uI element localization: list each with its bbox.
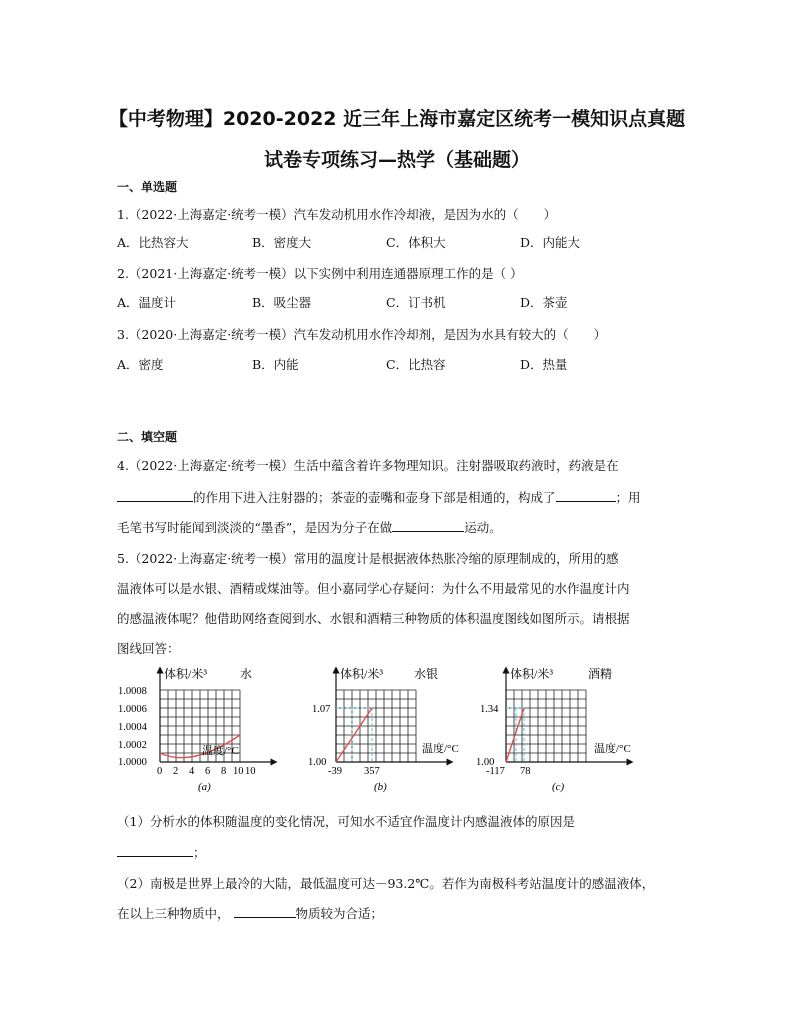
question-5-text: 物质较为合适；	[295, 906, 384, 921]
q2-option-d: D．茶壶	[520, 295, 568, 310]
chart-water-svg	[112, 664, 282, 794]
q1-option-b: B．密度大	[252, 235, 312, 250]
x-tick-label: -117	[486, 766, 505, 777]
question-4-line-2	[117, 488, 641, 506]
chart-caption: (a)	[198, 781, 211, 793]
chart-title: 酒精	[588, 667, 613, 681]
question-4-text: 的作用下进入注射器的；茶壶的壶嘴和壶身下部是相通的，构成了	[193, 490, 556, 505]
section-heading-fill-in: 二、填空题	[117, 430, 178, 444]
question-3-stem: 3.（2020·上海嘉定·统考一模）汽车发动机用水作冷却剂，是因为水具有较大的（ ）	[117, 327, 607, 342]
question-5-line-1: 5.（2022·上海嘉定·统考一模）常用的温度计是根据液体热胀冷缩的原理制成的，所用的感	[117, 551, 619, 566]
question-5-line-3: 的感温液体呢？他借助网络查阅到水、水银和酒精三种物质的体积温度图线如图所示。请根据	[117, 611, 630, 626]
x-tick-label: 10	[245, 766, 256, 777]
chart-mercury-svg	[300, 664, 470, 794]
y-tick-label: 1.0008	[118, 686, 147, 697]
y-tick-label: 1.34	[480, 704, 499, 715]
y-tick-label: 1.00	[476, 757, 495, 768]
q2-option-c: C．订书机	[386, 295, 446, 310]
y-tick-label: 1.0004	[118, 722, 147, 733]
chart-mercury	[300, 664, 470, 798]
q3-option-d: D．热量	[520, 357, 568, 372]
punctuation: ；	[193, 845, 206, 860]
question-4-text: ；用	[615, 490, 641, 505]
question-4-line-3	[117, 518, 502, 536]
x-axis-label: 温度/°C	[594, 743, 631, 755]
chart-caption: (c)	[552, 781, 565, 793]
x-tick-label: 6	[205, 766, 211, 777]
x-tick-label: 78	[520, 766, 531, 777]
y-axis-label: 体积/米³	[340, 667, 383, 681]
q1-option-d: D．内能大	[520, 235, 581, 250]
x-tick-label: 4	[189, 766, 195, 777]
chart-alcohol-svg	[470, 664, 646, 794]
q3-option-a: A．密度	[117, 357, 164, 372]
x-tick-label: 357	[364, 766, 380, 777]
y-tick-label: 1.0000	[118, 757, 147, 768]
chart-title: 水	[240, 667, 253, 681]
answer-blank[interactable]	[234, 905, 296, 918]
chart-caption: (b)	[374, 781, 387, 793]
question-5-text: 在以上三种物质中，	[117, 906, 230, 921]
chart-title: 水银	[414, 667, 439, 681]
x-tick-label: 10	[233, 766, 244, 777]
question-5-part-1-answer	[117, 843, 206, 861]
question-4-text: 运动。	[464, 520, 502, 535]
question-5-line-4: 图线回答：	[117, 641, 180, 656]
y-tick-label: 1.0006	[118, 704, 147, 715]
answer-blank[interactable]	[117, 844, 193, 857]
grid	[336, 690, 416, 762]
chart-alcohol	[470, 664, 646, 798]
y-axis-label: 体积/米³	[164, 667, 207, 681]
document-title-line-2: 试卷专项练习—热学（基础题）	[263, 149, 530, 171]
q1-option-c: C．体积大	[386, 235, 446, 250]
x-axis-label: 温度/°C	[202, 745, 239, 757]
y-tick-label: 1.0002	[118, 740, 147, 751]
question-2-stem: 2.（2021·上海嘉定·统考一模）以下实例中利用连通器原理工作的是（ ）	[117, 266, 523, 281]
q3-option-c: C．比热容	[386, 357, 446, 372]
q2-option-b: B．吸尘器	[252, 295, 312, 310]
question-4-line-1: 4.（2022·上海嘉定·统考一模）生活中蕴含着许多物理知识。注射器吸取药液时，药液是在	[117, 458, 619, 473]
section-heading-single-choice: 一、单选题	[117, 180, 178, 194]
y-tick-label: 1.00	[308, 757, 327, 768]
x-tick-label: -39	[328, 766, 342, 777]
question-5-part-2-line-2	[117, 904, 383, 922]
answer-blank[interactable]	[392, 519, 464, 532]
y-axis-label: 体积/米³	[510, 667, 553, 681]
x-axis-label: 温度/°C	[422, 743, 459, 755]
answer-blank[interactable]	[117, 489, 193, 502]
chart-water	[112, 664, 282, 798]
question-5-part-2-line-1: （2）南极是世界上最冷的大陆，最低温度可达－93.2℃。若作为南极科考站温度计的感温液体，	[117, 876, 655, 891]
question-5-line-2: 温液体可以是水银、酒精或煤油等。但小嘉同学心存疑问：为什么不用最常见的水作温度计内	[117, 581, 630, 596]
question-1-stem: 1.（2022·上海嘉定·统考一模）汽车发动机用水作冷却液，是因为水的（ ）	[117, 207, 557, 222]
q2-option-a: A．温度计	[117, 295, 177, 310]
document-title-line-1: 【中考物理】2020-2022 近三年上海市嘉定区统考一模知识点真题	[108, 108, 686, 130]
q3-option-b: B．内能	[252, 357, 299, 372]
question-5-part-1: （1）分析水的体积随温度的变化情况，可知水不适宜作温度计内感温液体的原因是	[117, 814, 575, 829]
answer-blank[interactable]	[556, 489, 616, 502]
x-tick-label: 2	[173, 766, 179, 777]
q1-option-a: A．比热容大	[117, 235, 189, 250]
x-tick-label: 8	[221, 766, 227, 777]
y-tick-label: 1.07	[312, 704, 331, 715]
x-tick-label: 0	[157, 766, 163, 777]
question-4-text: 毛笔书写时能闻到淡淡的“墨香”，是因为分子在做	[117, 520, 393, 535]
